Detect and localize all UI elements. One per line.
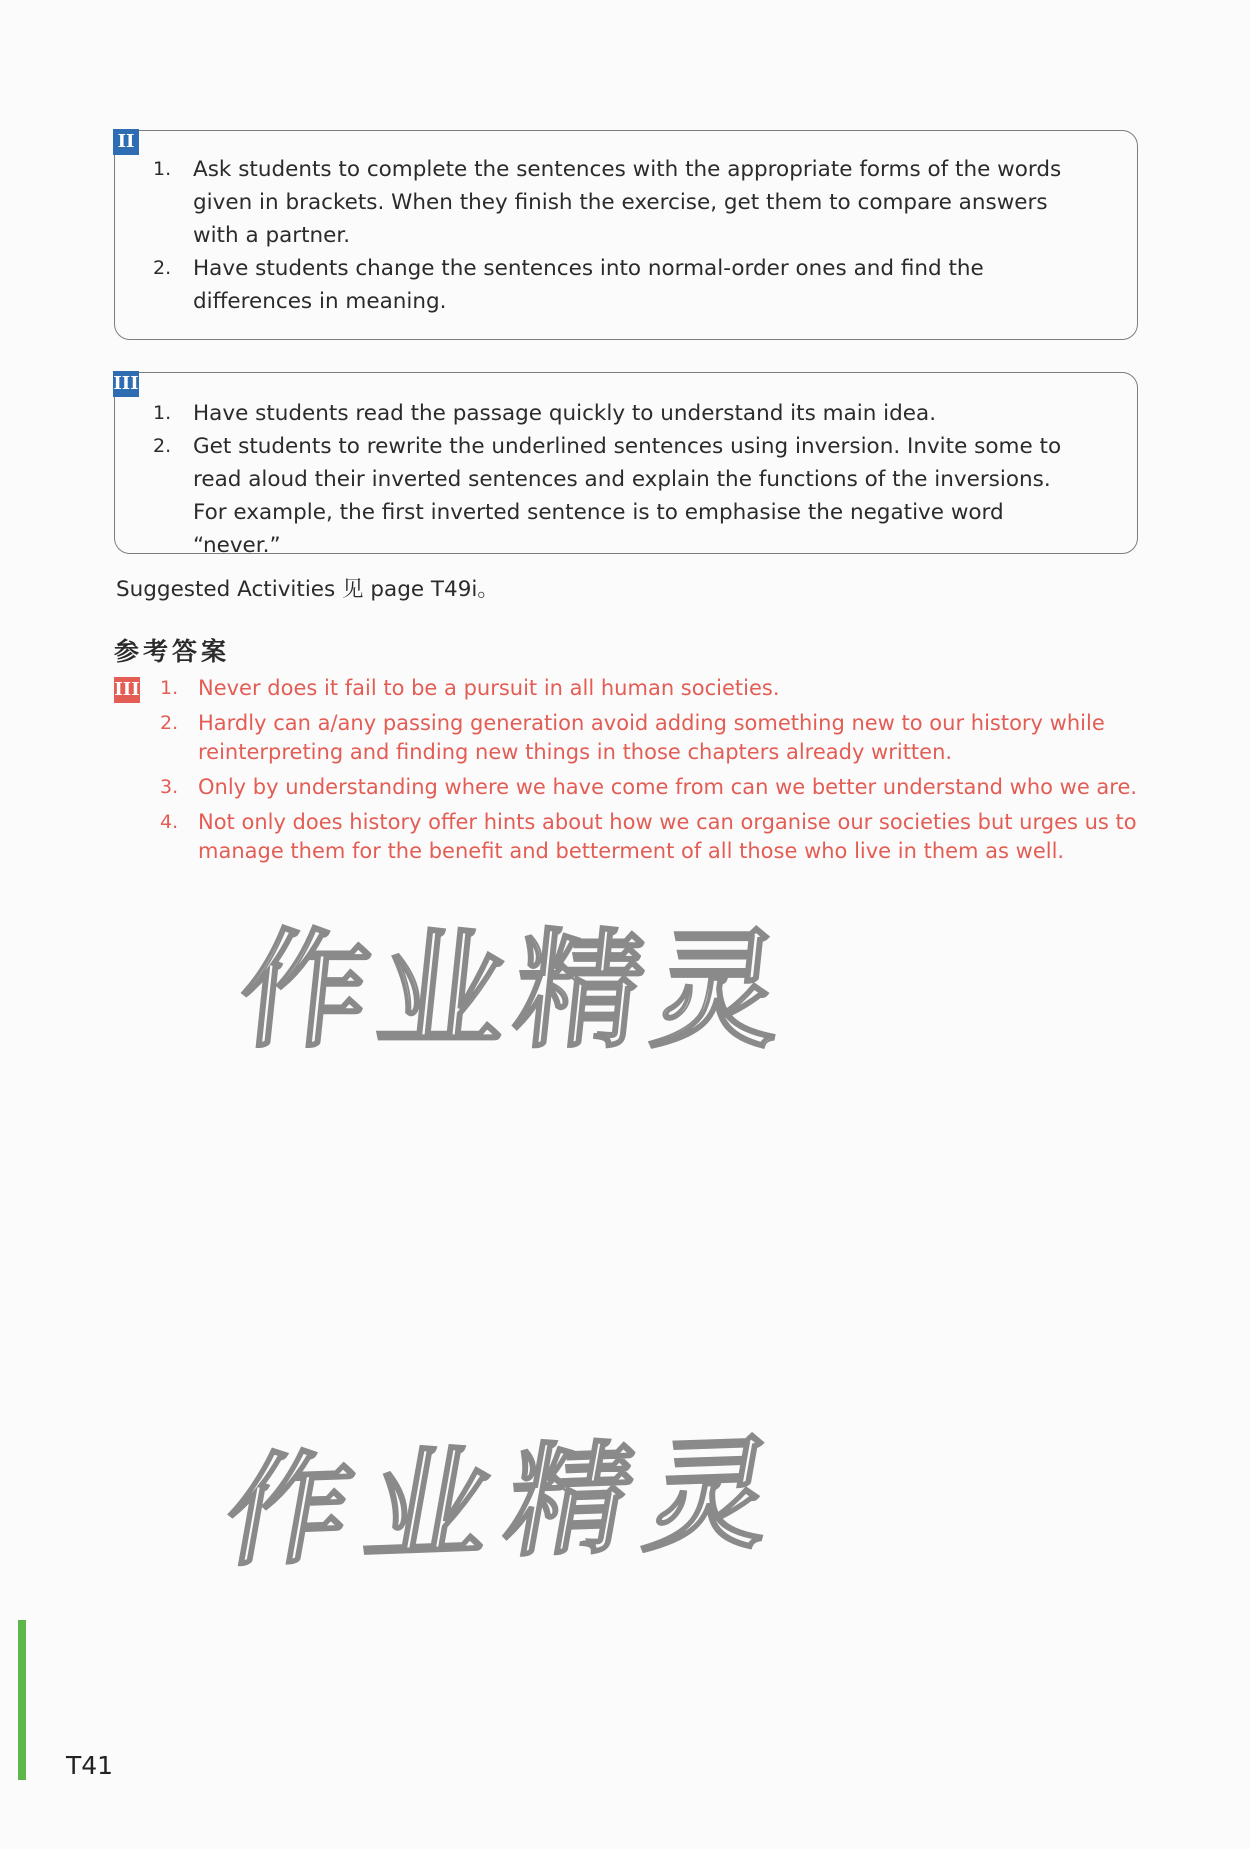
item-text: Ask students to complete the sentences with the appropriate forms of the words given in brackets. When they finish the exercise, get them to compare answers with a partner.	[193, 157, 1062, 248]
steps-list-ii	[153, 153, 1081, 318]
section-badge-iii: III	[113, 371, 139, 397]
item-text: Get students to rewrite the underlined sentences using inversion. Invite some to read aloud their inverted sentences and explain the functions of the inversions. For example, the first inverted sentence is to emphasise the negative word “never.”	[193, 434, 1062, 558]
watermark-text: 作业精灵	[214, 1423, 784, 1585]
item-text: Have students read the passage quickly to understand its main idea.	[193, 401, 937, 426]
watermark-logo-top	[233, 905, 810, 1075]
item-text: Have students change the sentences into normal-order ones and find the differences in meaning.	[193, 256, 984, 314]
suggested-activities-note: Suggested Activities 见 page T49i。	[116, 577, 499, 602]
list-item	[153, 153, 1081, 252]
answers-list	[160, 674, 1145, 872]
teaching-steps-box-iii	[113, 372, 1138, 558]
list-item	[160, 773, 1145, 802]
list-item	[160, 808, 1145, 866]
list-item	[153, 397, 1081, 430]
item-number: 2.	[153, 435, 172, 457]
list-item	[160, 674, 1145, 703]
teaching-steps-box-ii	[114, 130, 1138, 340]
list-item	[153, 430, 1081, 562]
answers-heading: 参考答案	[114, 637, 231, 666]
item-text: Not only does history offer hints about how we can organise our societies but urges us to manage them for the benefit and betterment of all those who live in them as well.	[198, 810, 1137, 863]
watermark-logo-bottom	[214, 1415, 815, 1605]
item-number: 1.	[160, 677, 179, 699]
item-number: 2.	[160, 712, 179, 734]
watermark-text: 作业精灵	[233, 917, 789, 1066]
item-text: Never does it fail to be a pursuit in all human societies.	[198, 676, 780, 700]
item-number: 2.	[153, 257, 172, 279]
item-number: 1.	[153, 402, 172, 424]
section-badge-ii: II	[113, 129, 139, 155]
item-number: 3.	[160, 776, 179, 798]
item-text: Hardly can a/any passing generation avoid adding something new to our history while reinterpreting and finding new things in those chapters already written.	[198, 711, 1105, 764]
steps-list-iii	[153, 397, 1081, 562]
page-number: T41	[66, 1751, 114, 1780]
item-text: Only by understanding where we have come from can we better understand who we are.	[198, 775, 1138, 799]
list-item	[153, 252, 1081, 318]
item-number: 4.	[160, 811, 179, 833]
list-item	[160, 709, 1145, 767]
margin-bar	[18, 1620, 26, 1780]
item-number: 1.	[153, 158, 172, 180]
answer-badge-iii: III	[114, 677, 140, 703]
